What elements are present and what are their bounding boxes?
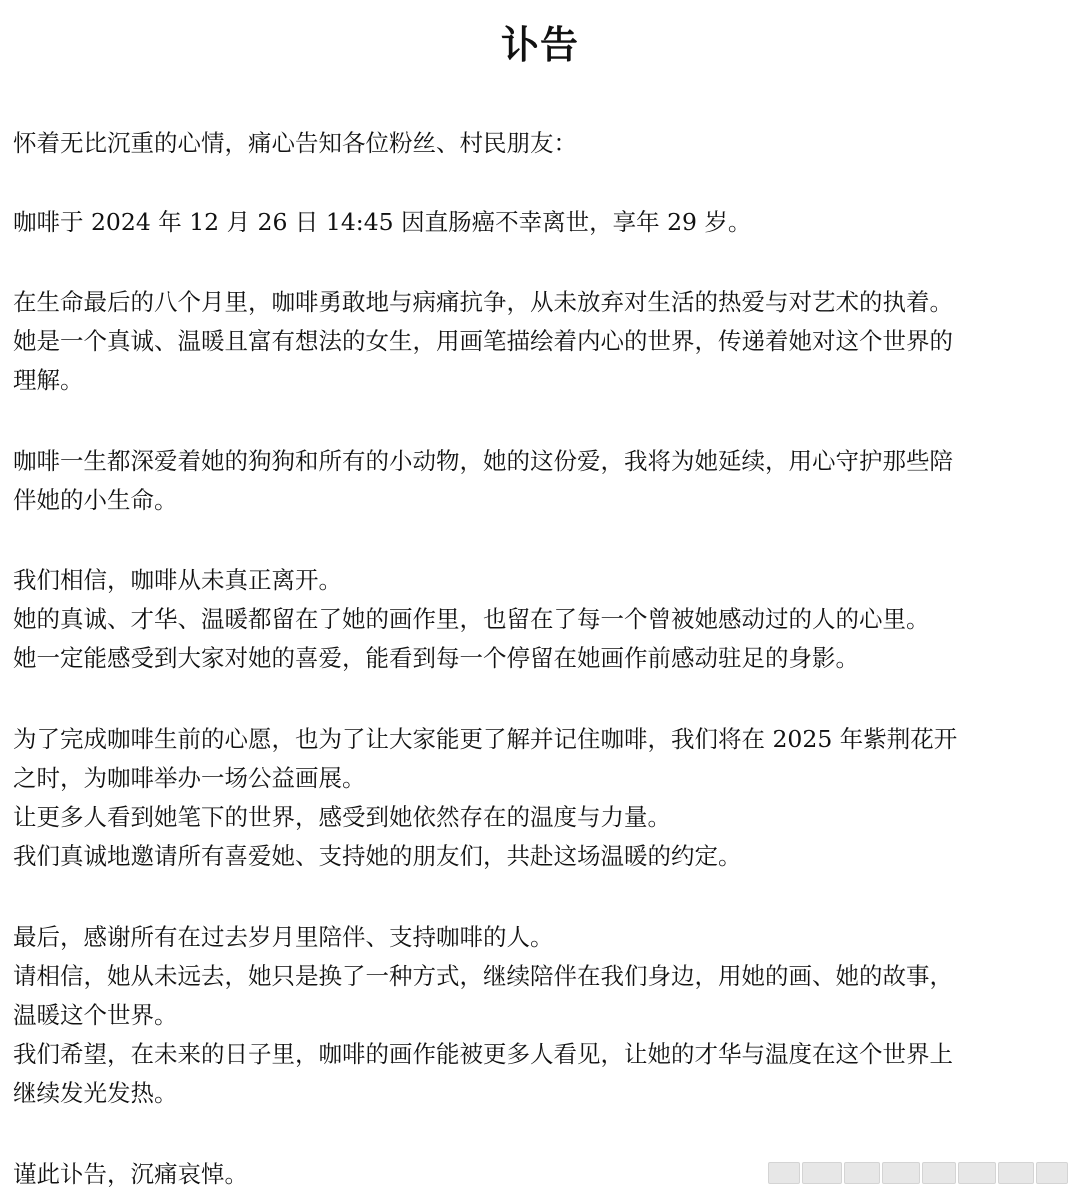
watermark-mark — [844, 1162, 880, 1184]
text-line: 我们真诚地邀请所有喜爱她、支持她的朋友们，共赴这场温暖的约定。 — [13, 842, 742, 870]
text-line: 让更多人看到她笔下的世界，感受到她依然存在的温度与力量。 — [13, 803, 671, 831]
text-line: 咖啡一生都深爱着她的狗狗和所有的小动物，她的这份爱，我将为她延续，用心守护那些陪 — [13, 447, 953, 475]
text-line: 怀着无比沉重的心情，痛心告知各位粉丝、村民朋友： — [13, 129, 577, 157]
paragraph-animals — [13, 442, 1071, 520]
text-line: 之时，为咖啡举办一场公益画展。 — [13, 764, 366, 792]
text-line: 温暖这个世界。 — [13, 1001, 178, 1029]
paragraph-exhibition — [13, 720, 1071, 876]
watermark-mark — [882, 1162, 920, 1184]
paragraph-thanks — [13, 918, 1071, 1113]
text-line: 我们相信，咖啡从未真正离开。 — [13, 566, 342, 594]
text-line: 伴她的小生命。 — [13, 486, 178, 514]
text-line: 她一定能感受到大家对她的喜爱，能看到每一个停留在她画作前感动驻足的身影。 — [13, 644, 859, 672]
platform-watermark — [768, 1162, 1068, 1184]
paragraph-announcement — [13, 203, 1071, 242]
watermark-mark — [768, 1162, 800, 1184]
text-line: 最后，感谢所有在过去岁月里陪伴、支持咖啡的人。 — [13, 923, 554, 951]
text-line: 继续发光发热。 — [13, 1079, 178, 1107]
watermark-mark — [1036, 1162, 1068, 1184]
text-line: 谨此讣告，沉痛哀悼。 — [13, 1160, 248, 1188]
text-line: 咖啡于 2024 年 12 月 26 日 14:45 因直肠癌不幸离世，享年 29 岁。 — [13, 208, 752, 236]
text-line: 她是一个真诚、温暖且富有想法的女生，用画笔描绘着内心的世界，传递着她对这个世界的 — [13, 327, 953, 355]
text-line: 为了完成咖啡生前的心愿，也为了让大家能更了解并记住咖啡，我们将在 2025 年紫荆花开 — [13, 725, 958, 753]
watermark-mark — [958, 1162, 996, 1184]
paragraph-opening — [13, 124, 1071, 163]
text-line: 请相信，她从未远去，她只是换了一种方式，继续陪伴在我们身边，用她的画、她的故事， — [13, 962, 953, 990]
watermark-mark — [802, 1162, 842, 1184]
text-line: 我们希望，在未来的日子里，咖啡的画作能被更多人看见，让她的才华与温度在这个世界上 — [13, 1040, 953, 1068]
document-title: 讣告 — [500, 23, 579, 67]
watermark-mark — [998, 1162, 1034, 1184]
paragraph-belief — [13, 561, 1071, 678]
text-line: 在生命最后的八个月里，咖啡勇敢地与病痛抗争，从未放弃对生活的热爱与对艺术的执着。 — [13, 288, 953, 316]
text-line: 理解。 — [13, 366, 84, 394]
text-line: 她的真诚、才华、温暖都留在了她的画作里，也留在了每一个曾被她感动过的人的心里。 — [13, 605, 930, 633]
watermark-mark — [922, 1162, 956, 1184]
paragraph-final-months — [13, 283, 1071, 400]
